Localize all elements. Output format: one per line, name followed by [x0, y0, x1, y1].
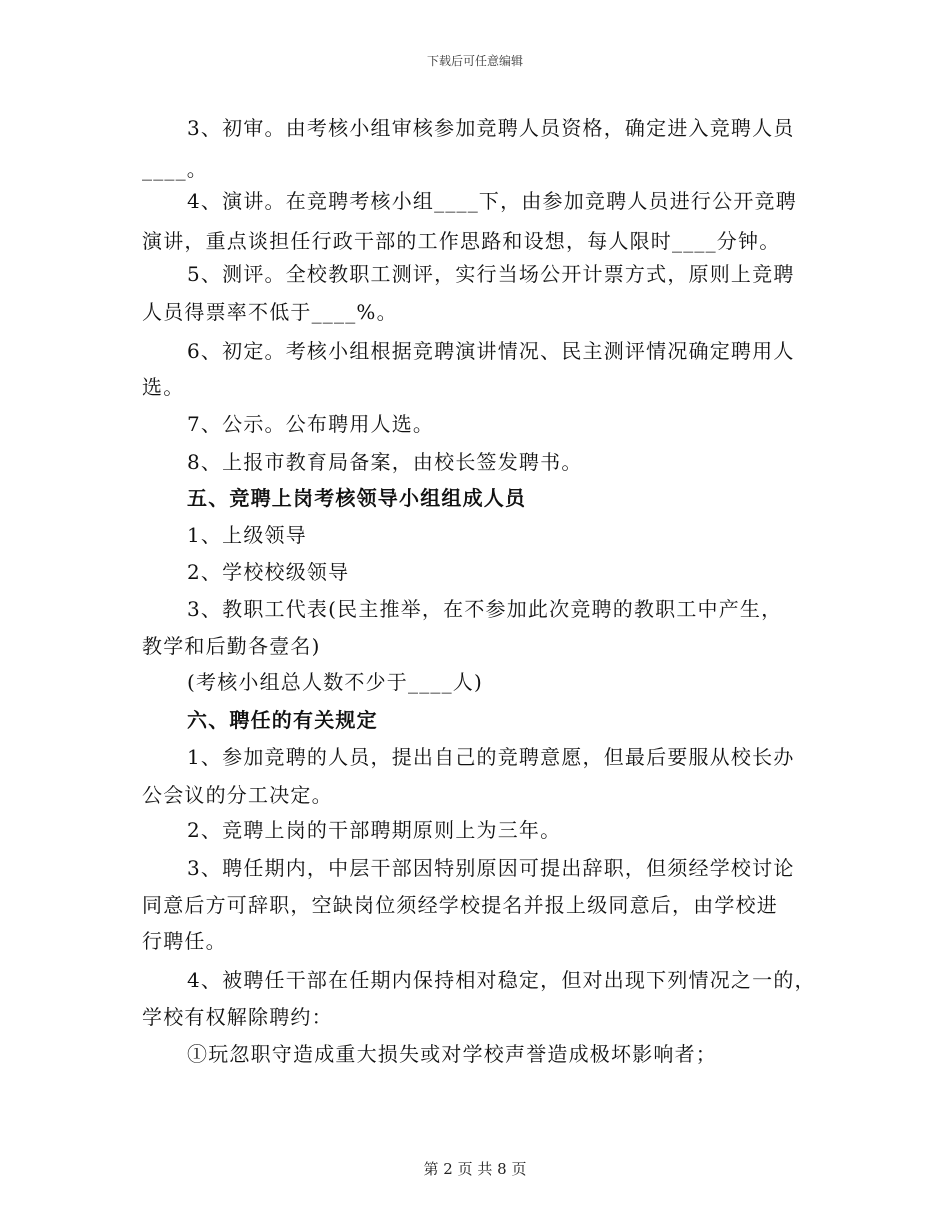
paragraph-line: 3、聘任期内，中层干部因特别原因可提出辞职，但须经学校讨论 [187, 856, 795, 880]
paragraph-line: 4、演讲。在竞聘考核小组____下，由参加竞聘人员进行公开竞聘 [187, 189, 797, 213]
paragraph-line: ①玩忽职守造成重大损失或对学校声誉造成极坏影响者； [187, 1042, 717, 1066]
paragraph-line: ____。 [142, 157, 208, 181]
paragraph-line: 6、初定。考核小组根据竞聘演讲情况、民主测评情况确定聘用人 [187, 339, 795, 363]
paragraph-line: 1、上级领导 [187, 523, 307, 547]
paragraph-line: 学校有权解除聘约： [142, 1005, 333, 1029]
section-heading: 六、聘任的有关规定 [187, 708, 378, 732]
paragraph-line: 同意后方可辞职，空缺岗位须经学校提名并报上级同意后，由学校进 [142, 893, 778, 917]
paragraph-line: 3、初审。由考核小组审核参加竞聘人员资格，确定进入竞聘人员 [187, 116, 795, 140]
paragraph-line: 人员得票率不低于____%。 [142, 300, 398, 324]
paragraph-line: 8、上报市教育局备案，由校长签发聘书。 [187, 450, 583, 474]
section-heading: 五、竞聘上岗考核领导小组组成人员 [187, 486, 527, 510]
paragraph-line: (考核小组总人数不少于____人) [187, 670, 484, 694]
paragraph-line: 选。 [142, 375, 185, 399]
page-footer: 第 2 页 共 8 页 [423, 1160, 527, 1178]
paragraph-line: 7、公示。公布聘用人选。 [187, 412, 435, 436]
paragraph-line: 行聘任。 [142, 929, 227, 953]
paragraph-line: 演讲，重点谈担任行政干部的工作思路和设想，每人限时____分钟。 [142, 229, 781, 253]
paragraph-line: 教学和后勤各壹名) [142, 634, 321, 658]
paragraph-line: 3、教职工代表(民主推举，在不参加此次竞聘的教职工中产生， [187, 597, 783, 621]
paragraph-line: 公会议的分工决定。 [142, 783, 333, 807]
paragraph-line: 5、测评。全校教职工测评，实行当场公开计票方式，原则上竞聘 [187, 262, 795, 286]
page-header: 下载后可任意编辑 [426, 54, 523, 68]
paragraph-line: 1、参加竞聘的人员，提出自己的竞聘意愿，但最后要服从校长办 [187, 745, 795, 769]
paragraph-line: 2、竞聘上岗的干部聘期原则上为三年。 [187, 818, 562, 842]
paragraph-line: 2、学校校级领导 [187, 560, 350, 584]
paragraph-line: 4、被聘任干部在任期内保持相对稳定，但对出现下列情况之一的， [187, 968, 816, 992]
